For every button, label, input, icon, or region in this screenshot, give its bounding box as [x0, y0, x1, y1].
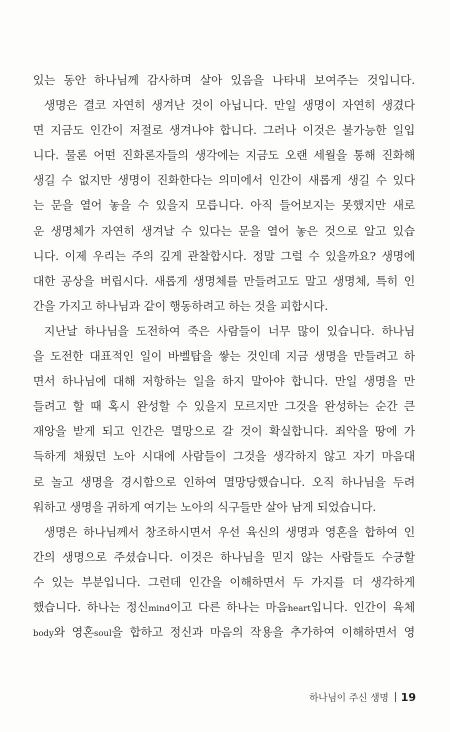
text-line-mixed	[33, 620, 415, 645]
page-footer	[309, 690, 416, 706]
text-segment: 와 영혼	[53, 625, 94, 640]
english-gloss: mind	[148, 603, 171, 614]
text-segment: 을 합하고 정신과 마음의 작용을 추가하여 이해하면서 영	[111, 625, 415, 640]
page-number: 19	[400, 691, 416, 704]
text-segment: 이고 다른 하나는 마음	[170, 599, 288, 614]
text-line: 있는 동안 하나님께 감사하며 살아 있음을 나타내 보여주는 것입니다.	[33, 73, 415, 87]
text-line: 로 놀고 생명을 경시함으로 인하여 멸망당했습니다. 오직 하나님을 두려	[33, 474, 415, 489]
text-line: 수 있는 부분입니다. 그런데 인간을 이해하면서 두 가지를 더 생각하게	[33, 574, 415, 589]
text-line: 는 문을 열어 놓을 수 있을지 모릅니다. 아직 들어보지는 못했지만 새로	[33, 198, 415, 213]
text-line: 을 도전한 대표적인 일이 바벨탑을 쌓는 것인데 지금 생명을 만들려고 하	[33, 349, 415, 364]
running-title: 하나님이 주신 생명	[309, 693, 389, 704]
text-line: 니다. 물론 어떤 진화론자들의 생각에는 지금도 오랜 세월을 통해 진화해	[33, 148, 415, 163]
text-line: 대한 공상을 버립시다. 새롭게 생명체를 만들려고도 말고 생명체, 특히 인	[33, 273, 415, 288]
text-line: 면서 하나님에 대해 저항하는 일을 하지 말아야 합니다. 만일 생명을 만	[33, 374, 415, 389]
text-line: 생명은 하나님께서 창조하시면서 우선 육신의 생명과 영혼을 합하여 인	[44, 524, 415, 539]
footer-divider	[395, 692, 396, 702]
text-line: 간의 생명으로 주셨습니다. 이것은 하나님을 믿지 않는 사람들도 수긍할	[33, 549, 415, 564]
text-line: 생명은 결코 자연히 생겨난 것이 아닙니다. 만일 생명이 자연히 생겼다	[44, 98, 415, 113]
text-line: 지난날 하나님을 도전하여 죽은 사람들이 너무 많이 있습니다. 하나님	[44, 323, 415, 338]
text-line: 워하고 생명을 귀하게 여기는 노아의 식구들만 살아 남게 되었습니다.	[33, 499, 377, 514]
text-segment: 입니다. 인간이 육체	[310, 599, 415, 614]
text-line: 재앙을 받게 되고 인간은 멸망으로 갈 것이 확실합니다. 죄악을 땅에 가	[33, 424, 415, 439]
text-line: 운 생명체가 자연히 생겨날 수 있다는 문을 열어 놓은 것으로 알고 있습	[33, 223, 415, 238]
text-line: 간을 가지고 하나님과 같이 행동하려고 하는 것을 피합시다.	[33, 298, 329, 313]
english-gloss: heart	[287, 603, 311, 614]
body-text	[33, 68, 415, 645]
text-line: 득하게 채웠던 노아 시대에 사람들이 그것을 생각하지 않고 자기 마음대	[33, 449, 415, 464]
text-segment: 했습니다. 하나는 정신	[33, 599, 149, 614]
text-line: 면 지금도 인간이 저절로 생겨나야 합니다. 그러나 이것은 불가능한 일입	[33, 123, 415, 138]
text-line-mixed	[33, 595, 415, 620]
text-line: 니다. 이제 우리는 주의 깊게 관찰합시다. 정말 그럴 수 있을까요? 생명에	[33, 248, 415, 263]
english-gloss: soul	[93, 629, 112, 640]
text-line: 들려고 할 때 혹시 완성할 수 있을지 모르지만 그것을 완성하는 순간 큰	[33, 399, 415, 414]
english-gloss: body	[33, 629, 54, 640]
text-line: 생길 수 없지만 생명이 진화한다는 의미에서 인간이 새롭게 생길 수 있다	[33, 173, 415, 188]
